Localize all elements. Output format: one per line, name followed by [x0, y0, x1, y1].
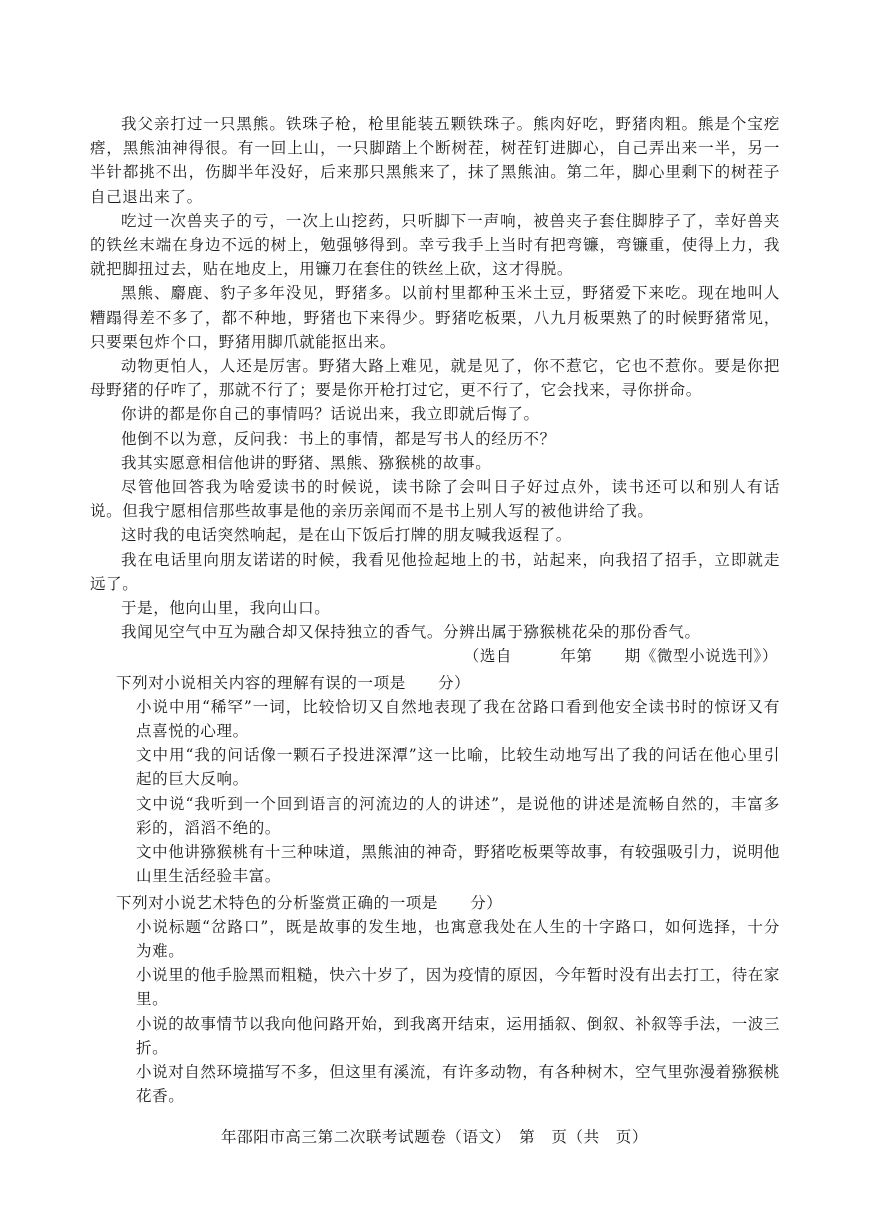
- question-1: [90, 671, 780, 889]
- paragraph: 动物更怕人，人还是厉害。野猪大路上难见，就是见了，你不惹它，它也不惹你。要是你把母野猪的仔咋了，那就不行了；要是你开枪打过它，更不行了，它会找来，寻你拼命。: [90, 357, 780, 400]
- paragraph: 我其实愿意相信他讲的野猪、黑熊、猕猴桃的故事。: [121, 453, 492, 472]
- question-option: 小说对自然环境描写不多，但这里有溪流，有许多动物，有各种树木，空气里弥漫着猕猴桃花香。: [136, 1062, 781, 1106]
- paragraph: 他倒不以为意，反问我：书上的事情，都是写书人的经历不？: [121, 429, 556, 448]
- paragraph: 我在电话里向朋友诺诺的时候，我看见他捡起地上的书，站起来，向我招了招手，立即就走远了。: [90, 550, 780, 593]
- paragraph: 我父亲打过一只黑熊。铁珠子枪，枪里能装五颗铁珠子。熊肉好吃，野猪肉粗。熊是个宝疙瘩，黑熊油神得很。有一回上山，一只脚踏上个断树茬，树茬钉进脚心，自己弄出来一半，另一半针都挑不出，伤脚半年没好，后来那只黑熊来了，抹了黑熊油。第二年，脚心里剩下的树茬子自己退出来了。: [90, 115, 780, 206]
- question-option: 小说的故事情节以我向他问路开始，到我离开结束，运用插叙、倒叙、补叙等手法，一波三折。: [136, 1014, 781, 1057]
- question-stem: 下列对小说艺术特色的分析鉴赏正确的一项是 分）: [116, 893, 503, 912]
- paragraph: 吃过一次兽夹子的亏，一次上山挖药，只听脚下一声响，被兽夹子套住脚脖子了，幸好兽夹的铁丝末端在身边不远的树上，勉强够得到。幸亏我手上当时有把弯镰，弯镰重，使得上力，我就把脚扭过去，贴在地皮上，用镰刀在套住的铁丝上砍，这才得脱。: [90, 211, 780, 279]
- question-option: 小说标题“岔路口”，既是故事的发生地，也寓意我处在人生的十字路口，如何选择，十分为难。: [136, 917, 780, 960]
- paragraph: 这时我的电话突然响起，是在山下饭后打牌的朋友喊我返程了。: [121, 526, 572, 545]
- question-2: [90, 891, 780, 1109]
- question-option: 文中用“我的问话像一颗石子投进深潭”这一比喻，比较生动地写出了我的问话在他心里引起的巨大反响。: [136, 746, 780, 789]
- question-option: 文中说“我听到一个回到语言的河流边的人的讲述”，是说他的讲述是流畅自然的，丰富多彩的，滔滔不绝的。: [136, 794, 780, 837]
- article-body: [90, 112, 780, 1108]
- page-footer: 年邵阳市高三第二次联考试题卷（语文） 第 页（共 页）: [221, 1128, 648, 1146]
- paragraph: 你讲的都是你自己的事情吗？话说出来，我立即就后悔了。: [121, 405, 540, 424]
- question-option: 小说中用“稀罕”一词，比较恰切又自然地表现了我在岔路口看到他安全读书时的惊讶又有点喜悦的心理。: [136, 697, 780, 741]
- question-option: 文中他讲猕猴桃有十三种味道，黑熊油的神奇，野猪吃板栗等故事，有较强吸引力，说明他山里生活经验丰富。: [136, 843, 781, 886]
- question-stem: 下列对小说相关内容的理解有误的一项是 分）: [116, 673, 471, 692]
- paragraph: 于是，他向山里，我向山口。: [121, 599, 331, 618]
- paragraph: 尽管他回答我为啥爱读书的时候说，读书除了会叫日子好过点外，读书还可以和别人有话说。但我宁愿相信那些故事是他的亲历亲闻而不是书上别人写的被他讲给了我。: [90, 478, 780, 521]
- source-citation: （选自 年第 期《微型小说选刊》）: [463, 647, 778, 666]
- question-option: 小说里的他手脸黑而粗糙，快六十岁了，因为疫情的原因，今年暂时没有出去打工，待在家里。: [136, 966, 781, 1009]
- paragraph: 黑熊、麝鹿、豹子多年没见，野猪多。以前村里都种玉米土豆，野猪爱下来吃。现在地叫人糟蹋得差不多了，都不种地，野猪也下来得少。野猪吃板栗，八九月板栗熟了的时候野猪常见，只要栗包炸个口，野猪用脚爪就能抠出来。: [90, 284, 780, 351]
- paragraph: 我闻见空气中互为融合却又保持独立的香气。分辨出属于猕猴桃花朵的那份香气。: [121, 623, 701, 642]
